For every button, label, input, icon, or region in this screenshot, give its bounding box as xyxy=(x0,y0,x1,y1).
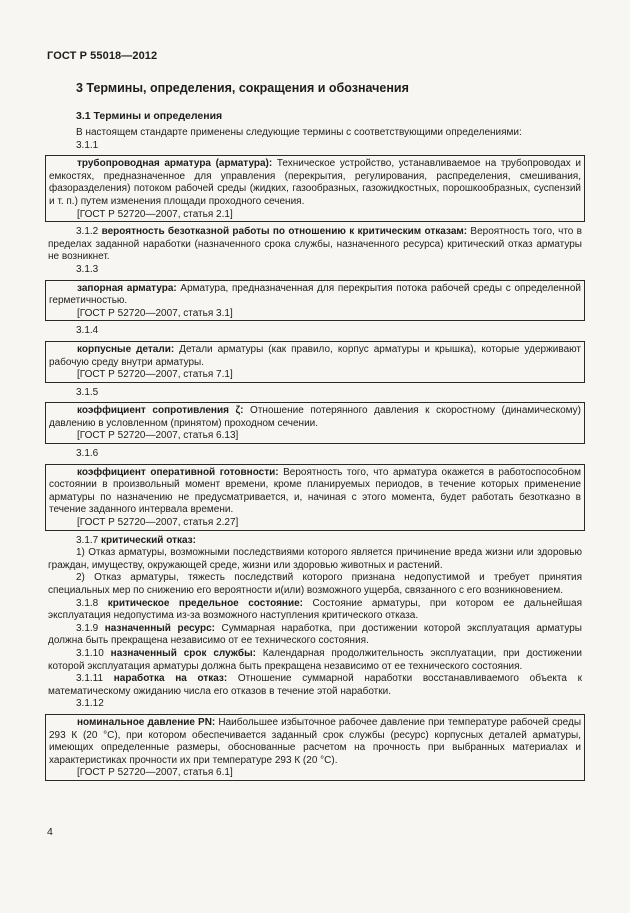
term-name: трубопроводная арматура (арматура): xyxy=(77,158,273,170)
standard-header: ГОСТ Р 55018—2012 xyxy=(47,50,158,62)
term-reference: [ГОСТ Р 52720—2007, статья 6.1] xyxy=(77,767,233,779)
list-item: 2) Отказ арматуры, тяжесть последствий которого признана недопустимой и требует принятия специальных мер по снижению его вероятности и(или) возможного ущерба, связанного с его возникновением. xyxy=(48,572,582,596)
term-reference: [ГОСТ Р 52720—2007, статья 3.1] xyxy=(77,307,233,319)
term-text: Вероятность того, что в пределах заданной наработки (назначенного срока службы, назначенного ресурса) критический отказ арматуры не возникнет. xyxy=(48,226,582,263)
intro-text: В настоящем стандарте применены следующие термины с соответствующими определениями: xyxy=(76,127,522,138)
term-number: 3.1.5 xyxy=(76,386,99,398)
term-name: критический отказ: xyxy=(101,534,196,546)
term-number: 3.1.3 xyxy=(76,263,99,275)
term-name: корпусные детали: xyxy=(77,343,175,355)
term-definition xyxy=(48,673,582,698)
term-box xyxy=(45,280,585,322)
term-number: 3.1.9 xyxy=(76,622,99,634)
term-name: запорная арматура: xyxy=(77,282,177,294)
term-reference: [ГОСТ Р 52720—2007, статья 2.1] xyxy=(77,208,233,220)
term-box xyxy=(45,714,585,781)
term-definition xyxy=(48,535,582,548)
term-box xyxy=(45,402,585,444)
term-definition xyxy=(48,623,582,648)
term-text: Отношение суммарной наработки восстанавливаемого объекта к математическому ожиданию числа его отказов в течение этой наработки. xyxy=(48,673,582,697)
subsection-title: 3.1 Термины и определения xyxy=(76,110,223,122)
term-number: 3.1.12 xyxy=(76,698,104,710)
term-name: наработка на отказ: xyxy=(113,673,228,685)
term-definition xyxy=(49,344,581,369)
section-title: 3 Термины, определения, сокращения и обозначения xyxy=(76,81,409,95)
term-definition xyxy=(49,405,581,430)
term-number: 3.1.8 xyxy=(76,597,99,609)
term-definition xyxy=(48,226,582,264)
page-number: 4 xyxy=(47,826,53,838)
term-text: Состояние арматуры, при котором ее дальнейшая эксплуатация недопустима из-за возможного наступления критического отказа. xyxy=(48,597,583,622)
term-definition xyxy=(49,158,581,208)
term-number: 3.1.6 xyxy=(76,448,99,460)
term-definition xyxy=(48,648,582,673)
term-reference: [ГОСТ Р 52720—2007, статья 7.1] xyxy=(77,369,233,381)
term-box xyxy=(45,464,585,531)
term-text: Отношение потерянного давления к скоростному (динамическому) давлению в условленном (принятом) проходном сечении. xyxy=(49,405,581,429)
term-text: Вероятность того, что арматура окажется в работоспособном состоянии в произвольный момент времени, кроме планируемых периодов, в течение которых применение арматуры по назначению не предусматривается, и, начиная с этого момента, будет работать безотказно в течение заданного интервала времени. xyxy=(49,466,581,516)
term-number: 3.1.4 xyxy=(76,325,99,337)
term-name: вероятность безотказной работы по отношению к критическим отказам: xyxy=(101,226,468,238)
term-definition xyxy=(49,467,581,517)
term-definition xyxy=(49,717,581,767)
term-reference: [ГОСТ Р 52720—2007, статья 2.27] xyxy=(77,517,239,529)
term-name: номинальное давление PN: xyxy=(77,716,216,728)
term-text: Наибольшее избыточное рабочее давление при температуре рабочей среды 293 К (20 °С), при котором обеспечивается заданный срок службы (ресурс) корпусных деталей арматуры, имеющих определенные размеры, обоснованные расчетом на прочность при выбранных материалах и характеристиках прочности их при температуре 293 К (20 °С). xyxy=(49,716,582,766)
term-name: критическое предельное состояние: xyxy=(107,597,303,609)
term-number: 3.1.2 xyxy=(76,226,99,238)
term-reference: [ГОСТ Р 52720—2007, статья 6.13] xyxy=(77,430,239,442)
term-number: 3.1.7 xyxy=(76,534,99,546)
term-text: Техническое устройство, устанавливаемое на трубопроводах и емкостях, предназначенное для управления (перекрытия, регулирования, распределения, смешивания, фазоразделения) потоком рабочей среды (жидких, газообразных, газожидкостных, порошкообразных, суспензий и т. п.) путем изменения площади проходного сечения. xyxy=(49,158,581,207)
term-name: коэффициент оперативной готовности: xyxy=(77,466,279,478)
term-definition xyxy=(48,598,582,623)
term-number: 3.1.11 xyxy=(76,673,104,685)
terms-content xyxy=(48,127,582,785)
term-name: назначенный срок службы: xyxy=(110,647,256,659)
term-box xyxy=(45,155,585,222)
term-text: Календарная продолжительность эксплуатации, при достижении которой эксплуатация арматуры должна быть прекращена независимо от ее технического состояния. xyxy=(48,647,583,672)
term-name: назначенный ресурс: xyxy=(104,622,215,634)
term-text: Суммарная наработка, при достижении которой эксплуатация арматуры должна быть прекращена независимо от ее технического состояния. xyxy=(48,622,582,647)
term-text: Детали арматуры (как правило, корпус арматуры и крышка), которые удерживают рабочую среду внутри арматуры. xyxy=(49,343,581,368)
term-text: Арматура, предназначенная для перекрытия потока рабочей среды с определенной герметичностью. xyxy=(49,282,581,307)
term-name: коэффициент сопротивления ζ: xyxy=(77,405,244,417)
term-number: 3.1.10 xyxy=(76,647,104,659)
list-item: 1) Отказ арматуры, возможными последствиями которого является причинение вреда жизни или здоровью граждан, имуществу, окружающей среде, жизни или здоровью животных и растений. xyxy=(48,547,582,571)
term-box xyxy=(45,341,585,383)
term-number: 3.1.1 xyxy=(76,139,99,151)
term-definition xyxy=(49,283,581,308)
